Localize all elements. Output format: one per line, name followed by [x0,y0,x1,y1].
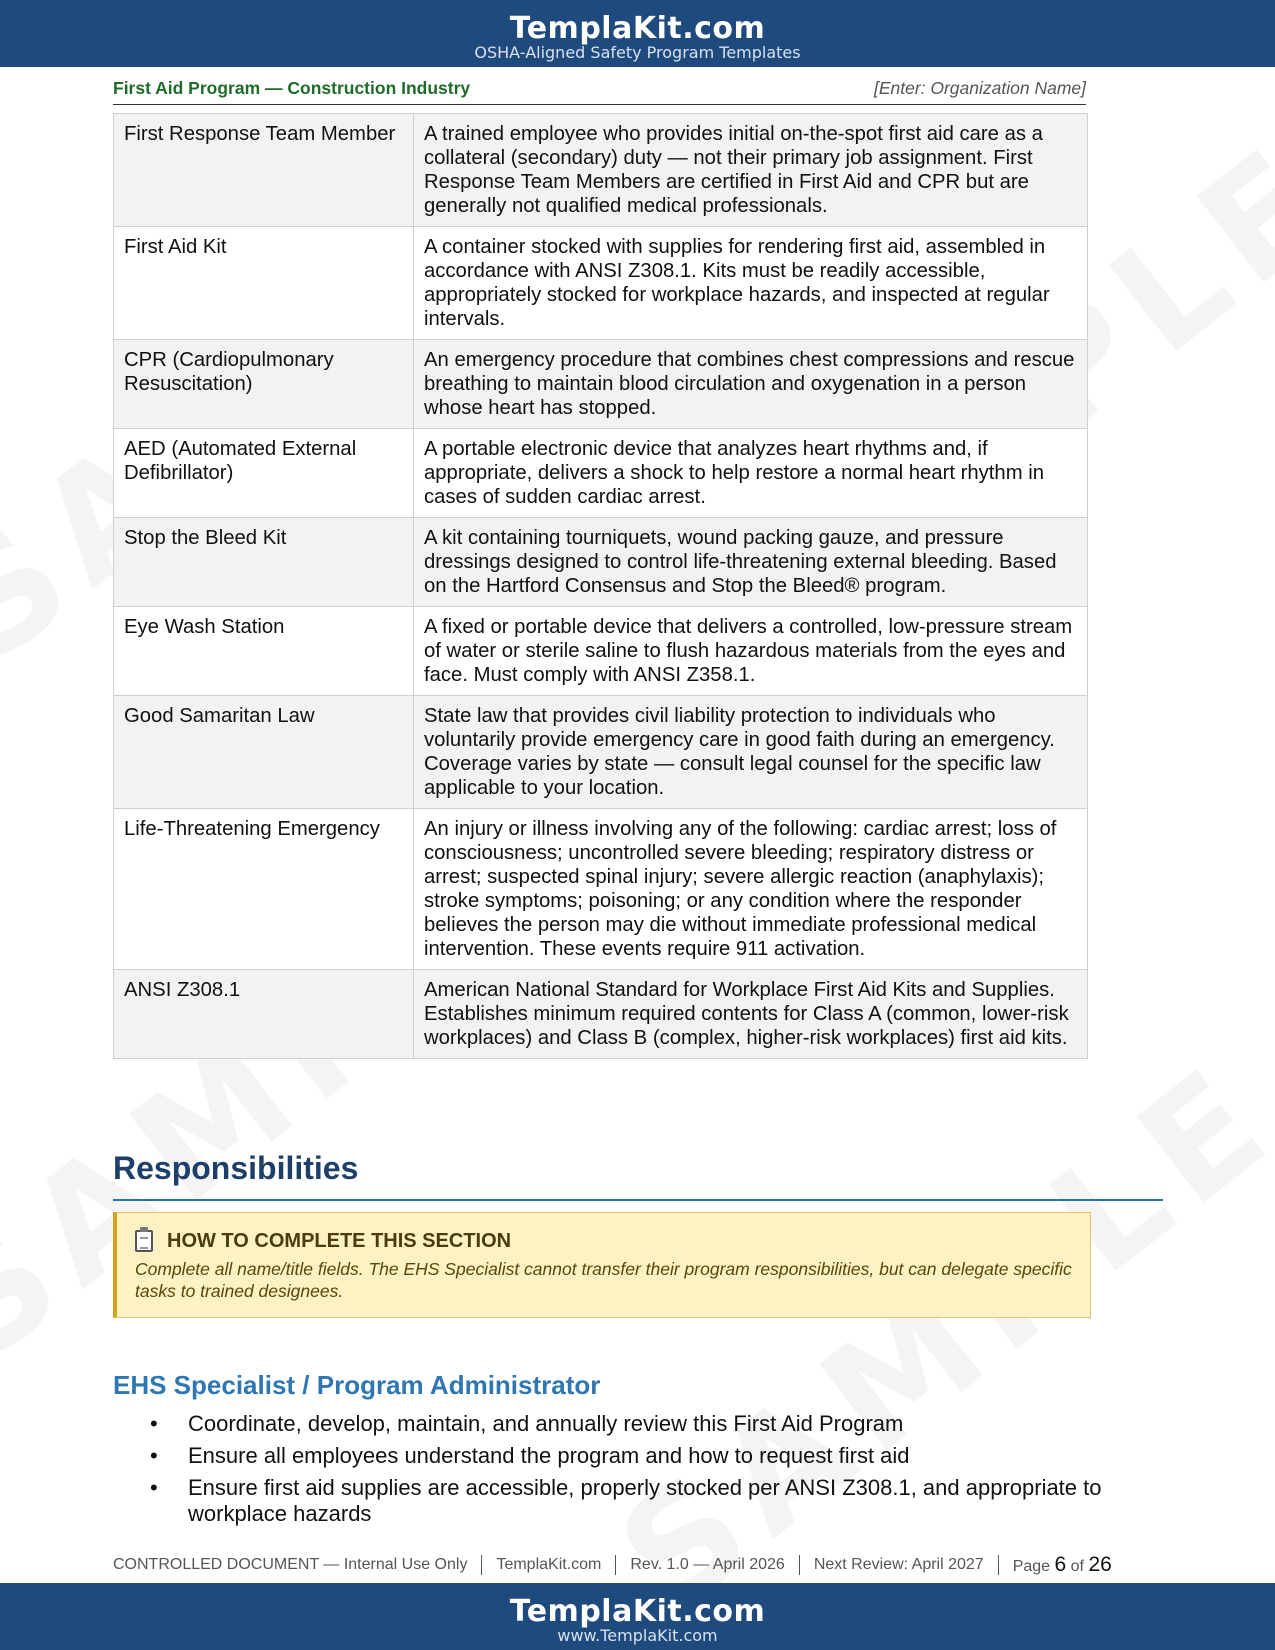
footer-next-review: Next Review: April 2027 [813,1556,984,1573]
definition-text: American National Standard for Workplace First Aid Kits and Supplies. Establishes minimum required contents for Class A (common, lower-risk workplaces) and Class B (complex, higher-risk workplaces) first aid kits. [414,970,1088,1059]
definition-term: Eye Wash Station [114,607,414,696]
table-row [114,696,1088,809]
table-row [114,429,1088,518]
list-item [150,1411,1150,1437]
controlled-notice: CONTROLLED DOCUMENT — Internal Use Only [113,1556,468,1573]
page-number [1013,1553,1112,1577]
definition-text: A trained employee who provides initial on-the-spot first aid care as a collateral (secondary) duty — not their primary job assignment. First Response Team Members are certified in First Aid and CPR but are generally not qualified medical professionals. [414,114,1088,227]
bullet: • [150,1475,158,1500]
footer-revision: Rev. 1.0 — April 2026 [630,1556,785,1573]
table-row [114,227,1088,340]
definitions-table [113,113,1088,1059]
bottom-brand: TemplaKit.com [509,1594,766,1629]
definition-term: Life-Threatening Emergency [114,809,414,970]
table-row [114,518,1088,607]
bottom-banner [0,1583,1275,1650]
list-item-text: Coordinate, develop, maintain, and annually review this First Aid Program [188,1411,904,1436]
page-label: Page [1012,1558,1051,1575]
definition-term: Good Samaritan Law [114,696,414,809]
top-banner [0,0,1275,67]
list-item [150,1443,1150,1469]
callout-body: Complete all name/title fields. The EHS Specialist cannot transfer their program responsibilities, but can delegate specific tasks to trained designees. [135,1259,1072,1301]
callout-heading-row [135,1229,1074,1253]
responsibilities-list [150,1411,1150,1533]
section-heading: Responsibilities [113,1150,1163,1201]
footer-divider [998,1555,999,1575]
definition-text: A container stocked with supplies for rendering first aid, assembled in accordance with ANSI Z308.1. Kits must be readily accessible, appropriately stocked for workplace hazards, and inspected at regular intervals. [414,227,1088,340]
running-header [113,76,1086,105]
footer-divider [615,1555,616,1575]
definition-text: An injury or illness involving any of the following: cardiac arrest; loss of consciousness; uncontrolled severe bleeding; respiratory distress or arrest; suspected spinal injury; severe allergic reaction (anaphylaxis); stroke symptoms; poisoning; or any condition where the responder believes the person may die without immediate professional medical intervention. These events require 911 activation. [414,809,1088,970]
page-current: 6 [1054,1553,1067,1576]
brand-title: TemplaKit.com [509,11,766,46]
list-item [150,1475,1150,1527]
list-item-text: Ensure first aid supplies are accessible, properly stocked per ANSI Z308.1, and appropriate to workplace hazards [188,1475,1102,1526]
definition-term: AED (Automated External Defibrillator) [114,429,414,518]
table-row [114,809,1088,970]
footer-divider [799,1555,800,1575]
footer-divider [481,1555,482,1575]
brand-tagline: OSHA-Aligned Safety Program Templates [474,43,801,62]
callout-heading: HOW TO COMPLETE THIS SECTION [167,1230,512,1252]
page-of: of [1070,1558,1084,1575]
page-total: 26 [1088,1553,1112,1576]
definition-term: ANSI Z308.1 [114,970,414,1059]
table-row [114,970,1088,1059]
definition-text: An emergency procedure that combines chest compressions and rescue breathing to maintain blood circulation and oxygenation in a person whose heart has stopped. [414,340,1088,429]
definition-term: First Aid Kit [114,227,414,340]
definition-term: Stop the Bleed Kit [114,518,414,607]
definition-term: CPR (Cardiopulmonary Resuscitation) [114,340,414,429]
bullet: • [150,1411,158,1436]
definition-text: A fixed or portable device that delivers a controlled, low-pressure stream of water or sterile saline to flush hazardous materials from the eyes and face. Must comply with ANSI Z358.1. [414,607,1088,696]
definition-text: A portable electronic device that analyzes heart rhythms and, if appropriate, delivers a shock to help restore a normal heart rhythm in cases of sudden cardiac arrest. [414,429,1088,518]
table-row [114,114,1088,227]
table-row [114,607,1088,696]
bullet: • [150,1443,158,1468]
organization-name-field[interactable]: [Enter: Organization Name] [873,78,1086,98]
definition-text: State law that provides civil liability protection to individuals who voluntarily provide emergency care in good faith during an emergency. Coverage varies by state — consult legal counsel for the specific law applicable to your location. [414,696,1088,809]
definition-text: A kit containing tourniquets, wound packing gauze, and pressure dressings designed to control life-threatening external bleeding. Based on the Hartford Consensus and Stop the Bleed® program. [414,518,1088,607]
footer-site: TemplaKit.com [496,1556,602,1573]
list-item-text: Ensure all employees understand the program and how to request first aid [188,1443,910,1468]
instruction-callout [113,1212,1091,1318]
document-title: First Aid Program — Construction Industry [113,78,471,98]
table-row [114,340,1088,429]
subsection-heading: EHS Specialist / Program Administrator [113,1370,601,1400]
clipboard-icon [135,1230,153,1252]
definition-term: First Response Team Member [114,114,414,227]
bottom-url[interactable]: www.TemplaKit.com [557,1626,718,1645]
page-footer [113,1552,1163,1578]
